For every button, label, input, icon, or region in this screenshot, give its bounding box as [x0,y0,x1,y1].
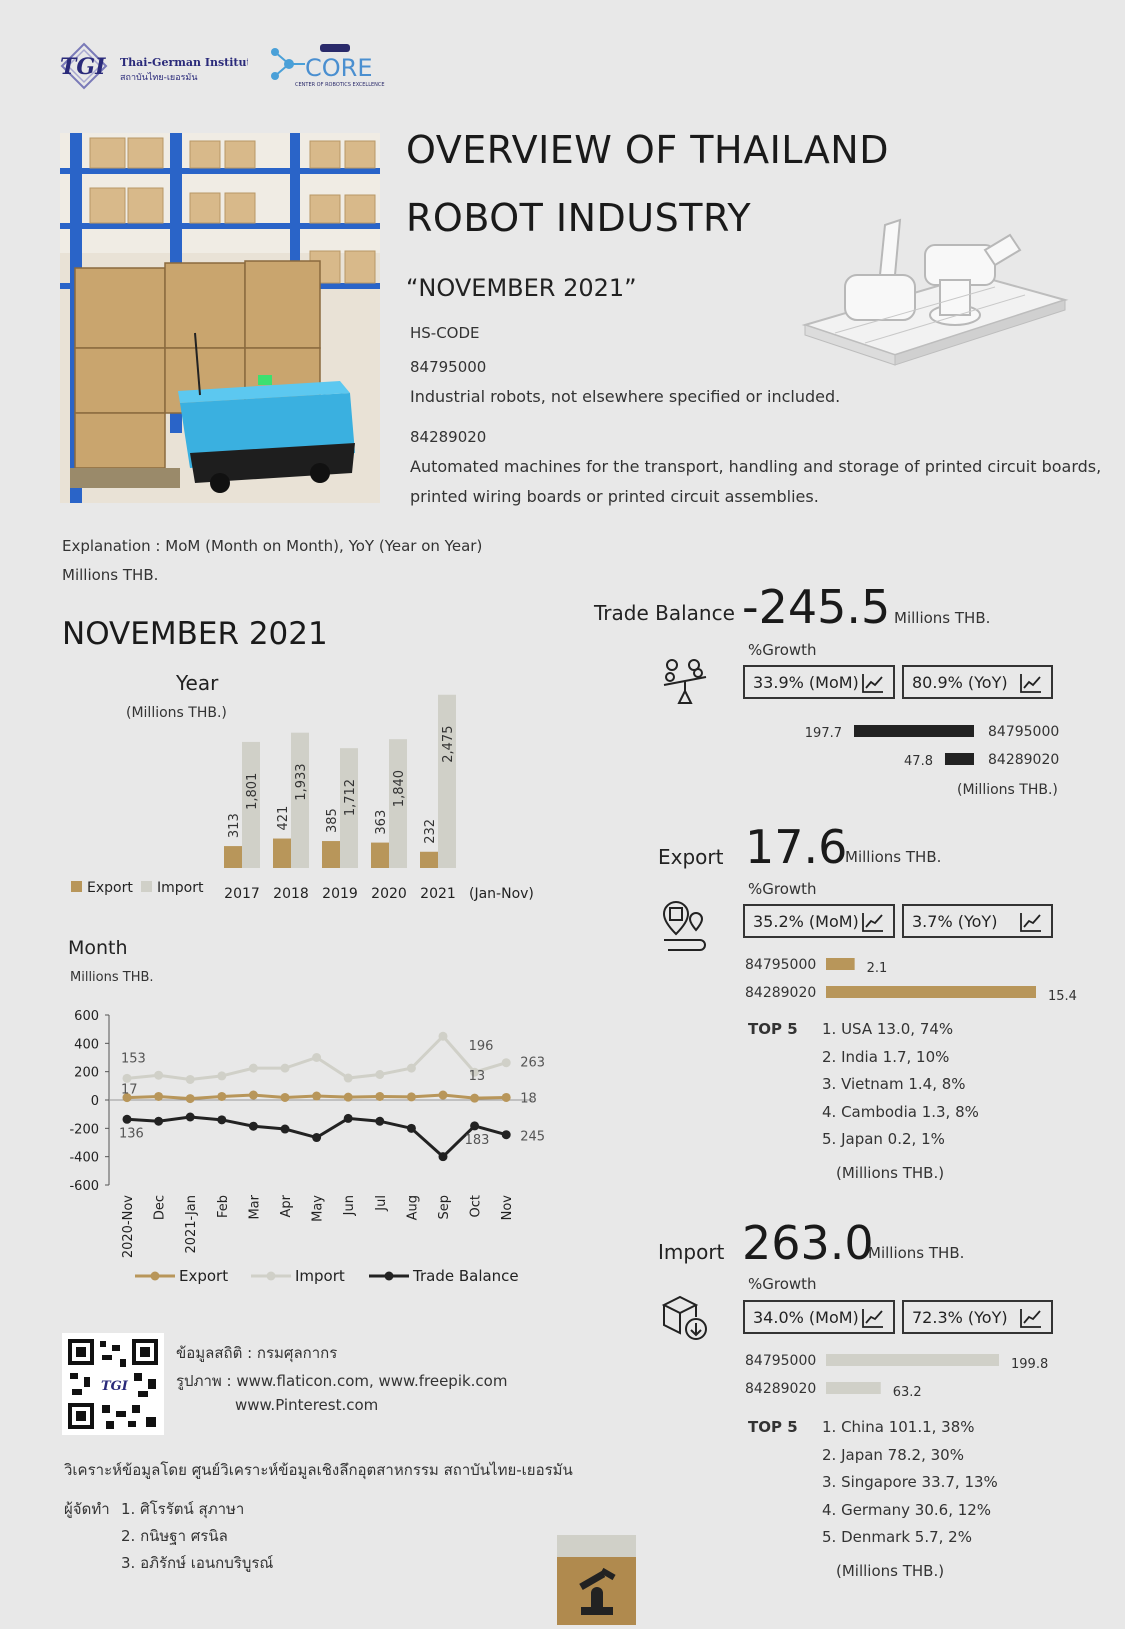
import-code-code: 84289020 [745,1381,817,1397]
import-top-4: 4. Germany 30.6, 12% [822,1500,992,1519]
month-tick-label: Aug [405,1195,421,1221]
tgi-name-th: สถาบันไทย-เยอรมัน [120,73,198,83]
legend-import-label: Import [157,880,204,896]
data-source: ข้อมูลสถิติ : กรมศุลกากร [176,1344,338,1362]
y-tick-label: -400 [69,1150,99,1166]
image-source-2: www.Pinterest.com [235,1396,379,1414]
export-value-label: 421 [276,805,291,831]
import-code-bars [740,1348,1080,1404]
import-mom [743,1300,895,1334]
trade-balance-value: -245.5 [742,580,891,634]
explanation-text: Explanation : MoM (Month on Month), YoY (Year on Year) [62,537,483,555]
robot-arm-footer-icon [557,1535,636,1625]
tgi-name-en: Thai-German Institute [120,56,248,69]
balance-code-bar [945,753,974,765]
data-point [502,1130,511,1139]
trend-up-icon [861,911,885,933]
data-point [186,1094,195,1103]
import-value-label: 1,840 [392,769,407,808]
import-top5-unit: (Millions THB.) [836,1562,945,1580]
point-label: 196 [468,1039,494,1055]
data-point [375,1117,384,1126]
tgi-abbr: TGI [60,54,106,80]
data-point [439,1152,448,1161]
data-point [312,1053,321,1062]
export-code-bar [826,986,1036,998]
tgi-logo [58,40,248,92]
month-chart-title: Month [68,937,128,959]
data-point [281,1064,290,1073]
import-value: 263.0 [742,1216,874,1270]
month-tick-label: Feb [215,1195,231,1219]
legend-label: Export [179,1267,229,1285]
data-point [407,1092,416,1101]
hs-code-2-desc-2: printed wiring boards or printed circuit assemblies. [410,487,819,506]
month-tick-label: Jun [342,1195,358,1216]
balance-bar-code: 84289020 [988,752,1060,768]
qr-code[interactable] [62,1333,164,1435]
import-label: Import [658,1240,725,1264]
data-point [154,1117,163,1126]
import-top5-label: TOP 5 [748,1418,798,1436]
analysis-credit: วิเคราะห์ข้อมูลโดย ศูนย์วิเคราะห์ข้อมูลเชิงลึกอุตสาหกรรม สถาบันไทย-เยอรมัน [64,1461,573,1479]
period-label: “NOVEMBER 2021” [406,274,637,302]
export-code-bars [740,952,1080,1008]
data-point [344,1074,353,1083]
data-point [502,1093,511,1102]
export-top5-label: TOP 5 [748,1020,798,1038]
core-name: CORE [305,54,373,82]
month-tick-label: Apr [279,1195,294,1218]
balance-code-bar [854,725,974,737]
point-label: 153 [121,1051,146,1067]
export-location-icon [660,900,710,952]
hs-code-2: 84289020 [410,428,487,446]
hs-code-1: 84795000 [410,358,487,376]
legend-label: Import [295,1267,345,1285]
data-point [249,1122,258,1131]
point-label: 263 [520,1055,546,1071]
year-tick-label: 2019 [322,886,358,902]
import-yoy [902,1300,1053,1334]
robot-arm-illustration [795,205,1075,395]
import-value-label: 1,801 [245,772,260,810]
export-bar [322,841,340,868]
y-tick-label: 400 [74,1037,99,1053]
month-tick-label: 2020-Nov [121,1195,136,1259]
export-mom-text: 35.2% (MoM) [753,911,859,931]
export-top-1: 1. USA 13.0, 74% [822,1020,954,1038]
point-label: 18 [520,1091,537,1107]
author-3: 3. อภิรักษ์ เอนกบริบูรณ์ [121,1554,274,1572]
month-tick-label: Oct [468,1195,484,1218]
data-point [375,1092,384,1101]
y-tick-label: -200 [69,1122,99,1138]
balance-bar-value: 47.8 [904,754,933,769]
explanation-unit: Millions THB. [62,566,159,584]
data-point [312,1133,321,1142]
export-top5-list [822,1020,979,1158]
import-box-icon [660,1293,710,1345]
hs-code-1-desc: Industrial robots, not elsewhere specified or included. [410,387,841,406]
y-tick-label: -600 [69,1179,99,1194]
import-mom-text: 34.0% (MoM) [753,1307,859,1327]
year-tick-note: (Jan-Nov) [469,886,534,902]
data-point [123,1074,132,1083]
month-tick-label: Dec [152,1195,168,1221]
section-title: NOVEMBER 2021 [62,616,328,652]
import-top-5: 5. Denmark 5.7, 2% [822,1528,972,1546]
core-logo [265,40,390,92]
import-code-bar-value: 63.2 [892,1385,922,1400]
export-value: 17.6 [745,820,848,874]
import-top5-list [822,1418,998,1556]
export-bar [420,852,438,868]
data-point [312,1092,321,1101]
export-top-4: 4. Cambodia 1.3, 8% [822,1102,979,1121]
export-bar [273,839,291,868]
trade-balance-bars-unit: (Millions THB.) [957,782,1058,798]
qr-logo-text: TGI [101,1379,128,1394]
trade-balance-growth-label: %Growth [748,641,817,659]
balance-bar-code: 84795000 [988,724,1060,740]
export-top-3: 3. Vietnam 1.4, 8% [822,1075,966,1093]
point-label: 17 [121,1082,138,1098]
legend-label: Trade Balance [413,1267,519,1285]
export-code-bar-value: 15.4 [1048,989,1077,1004]
import-value-label: 2,475 [441,725,456,763]
y-tick-label: 200 [74,1065,99,1081]
import-growth-label: %Growth [748,1275,817,1293]
data-point [249,1064,258,1073]
export-growth-label: %Growth [748,880,817,898]
data-point [439,1032,448,1041]
trade-balance-label: Trade Balance [594,601,735,625]
import-value-label: 1,712 [343,778,358,817]
export-unit: Millions THB. [845,848,942,866]
export-yoy-text: 3.7% (YoY) [912,911,998,931]
trend-down-icon [861,672,885,694]
import-code-bar [826,1354,999,1366]
data-point [470,1121,479,1130]
data-point [154,1092,163,1101]
year-bar-chart [60,690,560,910]
data-point [123,1115,132,1124]
data-point [186,1075,195,1084]
export-yoy [902,904,1053,938]
export-top5-unit: (Millions THB.) [836,1164,945,1182]
legend-export-swatch [71,881,82,892]
export-value-label: 232 [423,818,438,844]
month-tick-label: Sep [437,1195,452,1220]
trend-up-icon [861,1307,885,1329]
page-title-line2: ROBOT INDUSTRY [406,196,752,240]
legend-marker [385,1272,394,1281]
month-tick-label: Jul [373,1195,389,1211]
trade-balance-mom-text: 33.9% (MoM) [753,672,859,692]
trend-up-icon [1019,911,1043,933]
data-point [217,1115,226,1124]
author-1: 1. ศิโรรัตน์ สุภาษา [121,1500,245,1518]
data-point [249,1091,258,1100]
trade-balance-mom [743,665,895,699]
data-point [281,1125,290,1134]
data-point [439,1091,448,1100]
legend-marker [151,1272,160,1281]
author-2: 2. กนิษฐา ศรนิล [121,1527,228,1545]
data-point [154,1071,163,1080]
year-chart-title: Year [176,671,219,695]
data-point [407,1124,416,1133]
trend-up-icon [1019,1307,1043,1329]
y-tick-label: 0 [90,1094,99,1109]
image-source: รูปภาพ : www.flaticon.com, www.freepik.com [176,1372,508,1390]
year-tick-label: 2021 [420,886,456,902]
month-chart-ylabel: Millions THB. [70,970,154,985]
import-top-3: 3. Singapore 33.7, 13% [822,1473,998,1491]
trade-balance-yoy-text: 80.9% (YoY) [912,672,1008,692]
import-code-bar [826,1382,881,1394]
year-tick-label: 2018 [273,886,309,902]
export-value-label: 313 [227,813,242,839]
point-label: 183 [464,1132,490,1148]
data-point [344,1114,353,1123]
export-code-code: 84795000 [745,957,817,973]
export-code-bar [826,958,855,970]
data-point [281,1093,290,1102]
month-tick-label: Mar [247,1195,263,1220]
data-point [502,1058,511,1067]
export-code-code: 84289020 [745,985,817,1001]
data-point [217,1071,226,1080]
legend-import-swatch [141,881,152,892]
data-point [470,1094,479,1103]
export-label: Export [658,845,724,869]
export-bar [224,846,242,868]
export-code-bar-value: 2.1 [866,961,888,976]
data-point [217,1092,226,1101]
month-line-chart [55,1000,565,1300]
data-point [186,1113,195,1122]
legend-marker [267,1272,276,1281]
import-code-bar-value: 199.8 [1011,1357,1049,1372]
point-label: 136 [119,1126,144,1142]
import-code-code: 84795000 [745,1353,817,1369]
legend-export-label: Export [87,880,133,896]
hs-code-label: HS-CODE [410,324,480,342]
export-mom [743,904,895,938]
export-bar [371,843,389,868]
year-chart-subtitle: (Millions THB.) [126,705,227,721]
warehouse-robot-image [60,133,380,503]
import-unit: Millions THB. [868,1244,965,1262]
trade-balance-code-bars [780,715,1080,775]
trade-balance-yoy [902,665,1053,699]
authors-list [121,1497,273,1578]
trend-down-icon [1019,672,1043,694]
import-bar [438,695,456,868]
month-tick-label: May [310,1195,326,1222]
export-value-label: 363 [374,809,389,835]
month-tick-label: 2021-Jan [184,1195,200,1254]
balance-scale-icon [660,655,710,707]
page-title-line1: OVERVIEW OF THAILAND [406,128,889,172]
data-point [407,1064,416,1073]
import-value-label: 1,933 [294,763,309,801]
month-tick-label: Nov [500,1195,516,1221]
y-tick-label: 600 [74,1009,99,1024]
data-point [344,1093,353,1102]
data-point [375,1070,384,1079]
balance-bar-value: 197.7 [804,726,842,741]
import-top-1: 1. China 101.1, 38% [822,1418,975,1436]
hs-code-2-desc-1: Automated machines for the transport, handling and storage of printed circuit boards, [410,457,1102,476]
point-label: 245 [520,1129,546,1145]
import-yoy-text: 72.3% (YoY) [912,1307,1008,1327]
trade-balance-unit: Millions THB. [894,609,991,627]
core-sub: CENTER OF ROBOTICS EXCELLENCE [295,82,385,88]
point-label: 13 [468,1069,486,1085]
export-top-2: 2. India 1.7, 10% [822,1047,950,1066]
export-top-5: 5. Japan 0.2, 1% [822,1130,945,1148]
import-top-2: 2. Japan 78.2, 30% [822,1445,964,1464]
authors-label: ผู้จัดทำ [64,1500,110,1518]
export-value-label: 385 [325,808,340,834]
year-tick-label: 2017 [224,886,260,902]
year-tick-label: 2020 [371,886,407,902]
